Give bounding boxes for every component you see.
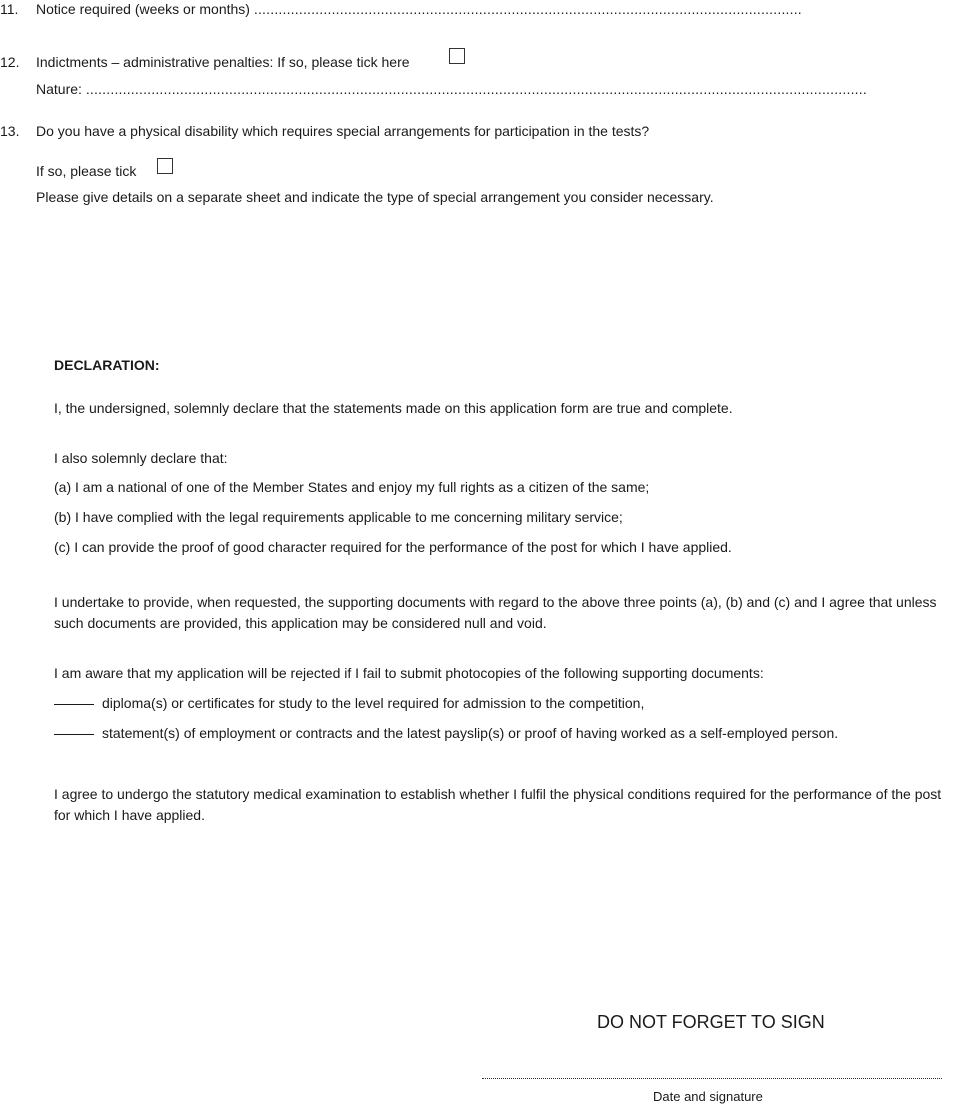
undertaking-paragraph: I undertake to provide, when requested, the supporting documents with regard to the above three points (a), (b) and (c) and I agree that unless such documents are provided, this application may be considered null and void. [54,594,937,631]
disability-tick-label: If so, please tick [36,163,137,179]
sign-reminder: DO NOT FORGET TO SIGN [597,1012,825,1032]
dash-bullet [54,704,94,705]
supporting-documents-intro: I am aware that my application will be rejected if I fail to submit photocopies of the following supporting documents: [54,665,764,681]
nature-field[interactable]: ............................................................................................................................................................................................... [85,81,867,97]
declaration-heading: DECLARATION: [54,357,160,373]
supporting-document-employment [54,724,838,742]
declaration-point-c: (c) I can provide the proof of good character required for the performance of the post for which I have applied. [54,539,732,555]
disability-details-instructions: Please give details on a separate sheet and indicate the type of special arrangement you consider necessary. [36,189,714,205]
item-11-number: 11. [0,1,19,17]
document-diploma-text: diploma(s) or certificates for study to the level required for admission to the competition, [102,695,645,711]
disability-question: Do you have a physical disability which requires special arrangements for participation in the tests? [36,123,650,139]
item-11-label [36,0,802,18]
disability-checkbox[interactable] [157,158,173,174]
nature-label: Nature: [36,81,82,97]
indictments-checkbox[interactable] [449,48,465,64]
nature-row [36,80,867,98]
declaration-intro: I also solemnly declare that: [54,450,228,466]
dash-bullet [54,734,94,735]
notice-required-field[interactable]: ...................................................................................................................................... [253,1,802,17]
notice-required-label: Notice required (weeks or months) [36,1,250,17]
medical-examination-paragraph: I agree to undergo the statutory medical examination to establish whether I fulfil the physical conditions required for the performance of the post for which I have applied. [54,786,942,823]
declaration-statement: I, the undersigned, solemnly declare that the statements made on this application form are true and complete. [54,400,733,416]
item-12-number: 12. [0,54,20,70]
indictments-label: Indictments – administrative penalties: If so, please tick here [36,54,410,70]
date-signature-label: Date and signature [653,1089,763,1104]
document-employment-text: statement(s) of employment or contracts and the latest payslip(s) or proof of having worked as a self-employed person. [102,725,839,741]
declaration-point-b: (b) I have complied with the legal requirements applicable to me concerning military service; [54,509,623,525]
item-13-number: 13. [0,123,20,139]
signature-field[interactable] [482,1078,942,1079]
supporting-document-diploma [54,694,644,712]
declaration-point-a: (a) I am a national of one of the Member States and enjoy my full rights as a citizen of the same; [54,479,650,495]
